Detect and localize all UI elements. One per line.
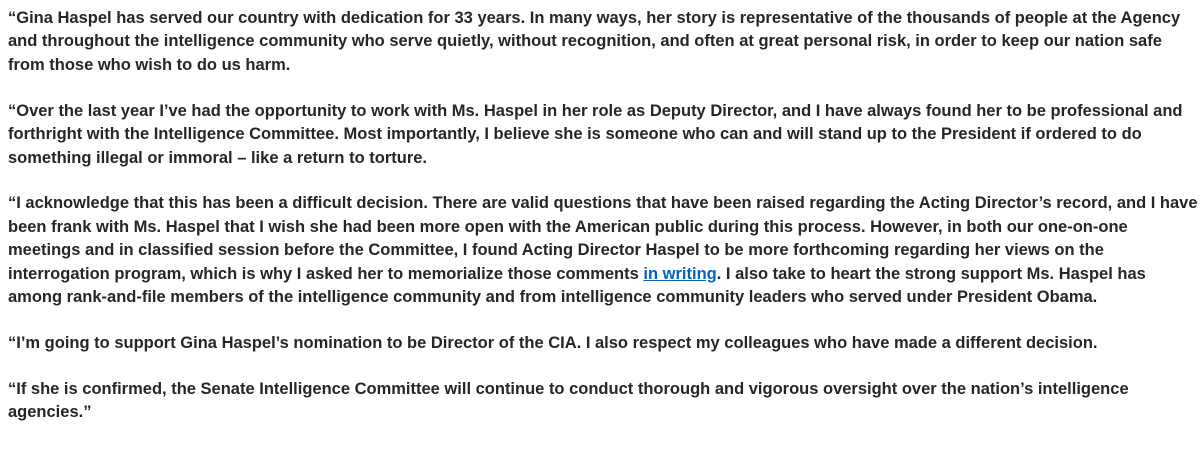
paragraph-text-before-link: “I acknowledge that this has been a difficult decision. There are valid questions that have been raised regarding the Acting Director’s record, and I have been frank with Ms. Haspel that I wish she had been more open with the American public during this process. However, in both our one-on-one meetings and in classified session before the Committee, I found Acting Director Haspel to be more forthcoming regarding her views on the interrogation program, which is why I asked her to memorialize those comments [8,194,1198,283]
paragraph-difficult-decision [8,192,1198,309]
paragraph-text-after-link: . I also take to heart the strong support Ms. Haspel has among rank-and-file members of the intelligence community and from intelligence community leaders who served under President Obama. [8,264,1146,307]
paragraph-oversight: “If she is confirmed, the Senate Intelligence Committee will continue to conduct thorough and vigorous oversight over the nation’s intelligence agencies.” [8,379,1129,422]
statement-document [8,7,1198,425]
paragraph-support-nomination: “I’m going to support Gina Haspel’s nomination to be Director of the CIA. I also respect my colleagues who have made a different decision. [8,333,1098,352]
paragraph-dedication: “Gina Haspel has served our country with dedication for 33 years. In many ways, her story is representative of the thousands of people at the Agency and throughout the intelligence community who serve quietly, without recognition, and often at great personal risk, in order to keep our nation safe from those who wish to do us harm. [8,9,1181,74]
paragraph-deputy-director: “Over the last year I’ve had the opportunity to work with Ms. Haspel in her role as Deputy Director, and I have always found her to be professional and forthright with the Intelligence Committee. Most importantly, I believe she is someone who can and will stand up to the President if ordered to do something illegal or immoral – like a return to torture. [8,101,1183,167]
in-writing-link[interactable]: in writing [643,264,717,283]
